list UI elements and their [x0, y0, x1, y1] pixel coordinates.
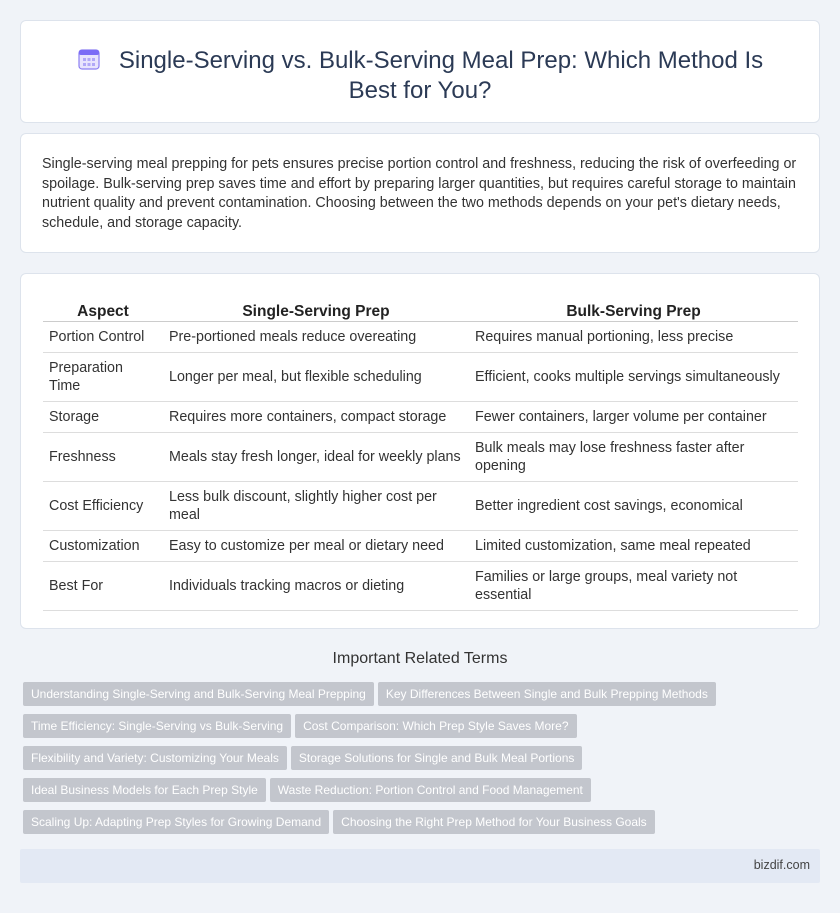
bulk-serving-cell: Better ingredient cost savings, economical	[469, 481, 798, 530]
tag-row	[23, 746, 723, 778]
intro-paragraph: Single-serving meal prepping for pets ensures precise portion control and freshness, reducing the risk of overfeeding or spoilage. Bulk-serving prep saves time and effort by preparing larger quantities, but requires careful storage to maintain nutrient quality and prevent contamination. Choosing between the two methods depends on your pet's dietary needs, schedule, and storage capacity.	[42, 156, 797, 231]
tag-row	[23, 810, 723, 842]
related-terms-heading: Important Related Terms	[332, 650, 508, 667]
title-card	[20, 20, 820, 123]
table-row	[43, 432, 798, 481]
footer	[20, 849, 820, 883]
aspect-cell: Customization	[43, 530, 163, 561]
aspect-cell: Preparation Time	[43, 352, 163, 401]
related-term-link[interactable]: Scaling Up: Adapting Prep Styles for Growing Demand	[23, 810, 329, 834]
table-row	[43, 481, 798, 530]
table-row	[43, 561, 798, 610]
related-term-link[interactable]: Storage Solutions for Single and Bulk Meal Portions	[291, 746, 583, 770]
single-serving-cell: Requires more containers, compact storage	[163, 401, 469, 432]
single-serving-cell: Less bulk discount, slightly higher cost per meal	[163, 481, 469, 530]
footer-site-link[interactable]: bizdif.com	[753, 858, 810, 872]
intro-card	[20, 133, 820, 253]
bulk-serving-cell: Fewer containers, larger volume per container	[469, 401, 798, 432]
related-term-link[interactable]: Ideal Business Models for Each Prep Style	[23, 778, 266, 802]
bulk-serving-cell: Limited customization, same meal repeated	[469, 530, 798, 561]
tag-row	[23, 682, 723, 714]
related-term-link[interactable]: Choosing the Right Prep Method for Your Business Goals	[333, 810, 655, 834]
table-row	[43, 321, 798, 352]
single-serving-cell: Pre-portioned meals reduce overeating	[163, 321, 469, 352]
comparison-table	[43, 296, 798, 611]
related-term-link[interactable]: Time Efficiency: Single-Serving vs Bulk-Serving	[23, 714, 291, 738]
tag-row	[23, 778, 723, 810]
bulk-serving-cell: Efficient, cooks multiple servings simultaneously	[469, 352, 798, 401]
related-terms-list	[23, 682, 723, 842]
aspect-cell: Best For	[43, 561, 163, 610]
header-bulk-serving: Bulk-Serving Prep	[469, 296, 798, 321]
aspect-cell: Freshness	[43, 432, 163, 481]
related-term-link[interactable]: Flexibility and Variety: Customizing Your Meals	[23, 746, 287, 770]
table-header-row	[43, 296, 798, 321]
bulk-serving-cell: Bulk meals may lose freshness faster after opening	[469, 432, 798, 481]
bulk-serving-cell: Requires manual portioning, less precise	[469, 321, 798, 352]
calendar-icon	[77, 47, 101, 71]
aspect-cell: Portion Control	[43, 321, 163, 352]
header-aspect: Aspect	[43, 296, 163, 321]
related-term-link[interactable]: Key Differences Between Single and Bulk Prepping Methods	[378, 682, 716, 706]
single-serving-cell: Meals stay fresh longer, ideal for weekly plans	[163, 432, 469, 481]
page-title	[61, 46, 779, 106]
table-row	[43, 401, 798, 432]
aspect-cell: Cost Efficiency	[43, 481, 163, 530]
header-single-serving: Single-Serving Prep	[163, 296, 469, 321]
related-term-link[interactable]: Cost Comparison: Which Prep Style Saves More?	[295, 714, 576, 738]
single-serving-cell: Easy to customize per meal or dietary need	[163, 530, 469, 561]
comparison-card	[20, 273, 820, 629]
single-serving-cell: Longer per meal, but flexible scheduling	[163, 352, 469, 401]
table-row	[43, 530, 798, 561]
page-title-text: Single-Serving vs. Bulk-Serving Meal Prep: Which Method Is Best for You?	[118, 47, 764, 104]
bulk-serving-cell: Families or large groups, meal variety not essential	[469, 561, 798, 610]
table-row	[43, 352, 798, 401]
related-term-link[interactable]: Waste Reduction: Portion Control and Food Management	[270, 778, 591, 802]
aspect-cell: Storage	[43, 401, 163, 432]
tag-row	[23, 714, 723, 746]
single-serving-cell: Individuals tracking macros or dieting	[163, 561, 469, 610]
related-term-link[interactable]: Understanding Single-Serving and Bulk-Serving Meal Prepping	[23, 682, 374, 706]
